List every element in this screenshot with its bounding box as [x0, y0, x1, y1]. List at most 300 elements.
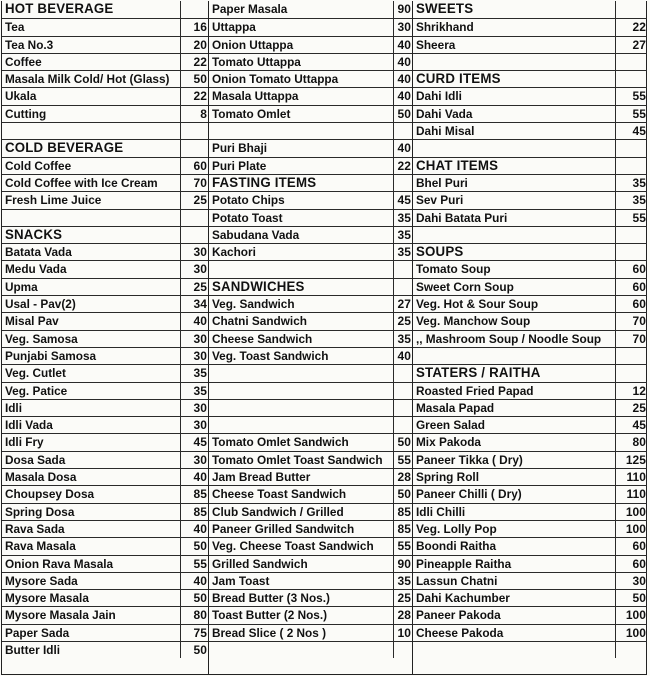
item-name: Shrikhand: [415, 20, 474, 35]
item-price: 40: [180, 469, 211, 485]
menu-item: [2, 503, 208, 520]
item-name: Paneer Pakoda: [415, 608, 501, 623]
menu-item: [413, 572, 647, 589]
item-name: Paneer Grilled Sandwitch: [211, 521, 355, 536]
item-price: [180, 227, 211, 243]
item-name: Masala Papad: [415, 400, 495, 415]
item-name: Idli Chilli: [415, 504, 466, 519]
menu-item: [2, 70, 208, 87]
item-price: 10: [393, 625, 415, 641]
menu-item: [413, 606, 647, 623]
item-name: Potato Chips: [211, 193, 285, 208]
item-name: Bread Slice ( 2 Nos ): [211, 625, 327, 640]
menu-item: [209, 347, 412, 364]
item-price: 35: [393, 244, 415, 260]
item-price: 22: [393, 158, 415, 174]
item-price: 35: [393, 331, 415, 347]
item-price: [615, 642, 650, 658]
item-price: 20: [180, 37, 211, 53]
menu-item: [209, 1, 412, 18]
item-price: 25: [393, 313, 415, 329]
item-name: Paneer Tikka ( Dry): [415, 452, 523, 467]
item-price: 100: [615, 504, 650, 520]
menu-item: [209, 589, 412, 606]
item-price: 12: [615, 383, 650, 399]
item-price: 55: [180, 556, 211, 572]
menu-item: [2, 485, 208, 502]
item-price: 22: [615, 19, 650, 35]
blank-row: [413, 139, 647, 156]
item-name: Dahi Vada: [415, 106, 473, 121]
section-title: SWEETS: [415, 1, 474, 16]
item-price: 45: [615, 123, 650, 139]
menu-item: [209, 105, 412, 122]
item-name: Tea No.3: [4, 37, 54, 52]
item-name: [209, 400, 393, 416]
item-price: 50: [180, 538, 211, 554]
item-price: 45: [180, 434, 211, 450]
menu-item: [2, 295, 208, 312]
menu-column-2: [208, 1, 412, 675]
item-name: Puri Plate: [211, 158, 267, 173]
item-name: Lassun Chatni: [415, 573, 498, 588]
menu-item: [413, 624, 647, 641]
menu-item: [413, 36, 647, 53]
item-price: 80: [615, 434, 650, 450]
menu-item: [2, 157, 208, 174]
item-name: Veg. Patice: [4, 383, 68, 398]
section-header: [209, 278, 412, 295]
item-price: [615, 348, 650, 364]
item-name: Batata Vada: [4, 245, 72, 260]
item-price: 110: [615, 486, 650, 502]
item-name: Masala Milk Cold/ Hot (Glass): [4, 72, 170, 87]
item-price: 22: [180, 88, 211, 104]
item-price: 34: [180, 296, 211, 312]
item-name: Dosa Sada: [4, 452, 66, 467]
menu-item: [2, 312, 208, 329]
item-price: 50: [615, 590, 650, 606]
item-price: 35: [615, 192, 650, 208]
menu-item: [413, 485, 647, 502]
item-name: Kachori: [211, 245, 256, 260]
item-price: 35: [393, 573, 415, 589]
item-name: Mysore Sada: [4, 573, 78, 588]
menu-item: [2, 624, 208, 641]
item-name: Spring Roll: [415, 470, 479, 485]
item-price: 30: [180, 452, 211, 468]
blank-row: [413, 347, 647, 364]
item-name: Sheera: [415, 37, 456, 52]
menu-item: [413, 555, 647, 572]
item-name: Green Salad: [415, 418, 485, 433]
section-header: [2, 226, 208, 243]
menu-item: [209, 330, 412, 347]
menu-item: [209, 18, 412, 35]
item-price: 55: [393, 538, 415, 554]
item-price: 90: [393, 1, 415, 18]
menu-item: [2, 347, 208, 364]
item-name: Sev Puri: [415, 193, 464, 208]
menu-item: [413, 503, 647, 520]
menu-item: [209, 451, 412, 468]
menu-item: [209, 226, 412, 243]
item-name: Dahi Kachumber: [415, 591, 510, 606]
item-price: 40: [180, 573, 211, 589]
item-name: Cheese Toast Sandwich: [211, 487, 347, 502]
menu-item: [413, 18, 647, 35]
item-price: 60: [615, 556, 650, 572]
menu-item: [209, 87, 412, 104]
section-header: [2, 1, 208, 18]
item-name: Roasted Fried Papad: [415, 383, 534, 398]
menu-item: [413, 451, 647, 468]
item-price: 85: [393, 521, 415, 537]
item-name: Jam Toast: [211, 573, 270, 588]
item-name: Onion Rava Masala: [4, 556, 114, 571]
item-price: 40: [180, 313, 211, 329]
menu-item: [209, 572, 412, 589]
menu-item: [2, 572, 208, 589]
item-price: 28: [393, 469, 415, 485]
menu-item: [413, 433, 647, 450]
item-price: 70: [615, 313, 650, 329]
item-price: 35: [393, 227, 415, 243]
menu-item: [209, 503, 412, 520]
item-name: Masala Dosa: [4, 470, 77, 485]
item-name: [209, 365, 393, 381]
item-name: Fresh Lime Juice: [4, 193, 102, 208]
item-name: Puri Bhaji: [211, 141, 268, 156]
item-price: 40: [180, 521, 211, 537]
menu-item: [413, 416, 647, 433]
item-name: Butter Idli: [4, 642, 60, 657]
item-price: 40: [393, 88, 415, 104]
menu-item: [209, 468, 412, 485]
menu-item: [2, 520, 208, 537]
item-price: 85: [180, 504, 211, 520]
item-price: 25: [180, 279, 211, 295]
item-name: Pineapple Raitha: [415, 556, 512, 571]
item-price: 100: [615, 521, 650, 537]
item-price: 40: [393, 348, 415, 364]
menu-item: [209, 433, 412, 450]
menu-item: [2, 18, 208, 35]
item-price: 8: [180, 106, 211, 122]
menu-column-3: [412, 1, 647, 675]
item-price: 100: [615, 625, 650, 641]
item-price: 75: [180, 625, 211, 641]
item-name: [413, 227, 615, 243]
item-price: 70: [615, 331, 650, 347]
section-title: SNACKS: [4, 226, 63, 242]
menu-item: [2, 53, 208, 70]
item-price: [615, 71, 650, 87]
item-price: 100: [615, 607, 650, 623]
item-price: 50: [180, 71, 211, 87]
item-name: [209, 261, 393, 277]
menu-item: [413, 87, 647, 104]
item-name: Usal - Pav(2): [4, 297, 76, 312]
item-price: 60: [615, 279, 650, 295]
menu-item: [2, 278, 208, 295]
item-price: 30: [180, 261, 211, 277]
item-name: Tomato Soup: [415, 262, 491, 277]
menu-item: [413, 209, 647, 226]
blank-row: [2, 209, 208, 226]
item-name: Boondi Raitha: [415, 539, 497, 554]
menu-item: [2, 606, 208, 623]
item-name: Cheese Sandwich: [211, 331, 313, 346]
menu-item: [413, 589, 647, 606]
menu-item: [209, 606, 412, 623]
item-name: Mysore Masala Jain: [4, 608, 116, 623]
item-price: 25: [393, 590, 415, 606]
section-header: [2, 139, 208, 156]
item-price: 30: [180, 417, 211, 433]
section-title: SOUPS: [415, 244, 464, 260]
item-price: 35: [393, 210, 415, 226]
item-price: 60: [180, 158, 211, 174]
item-price: 50: [180, 642, 211, 658]
item-name: Masala Uttappa: [211, 89, 299, 104]
item-name: Cold Coffee with Ice Cream: [4, 175, 158, 190]
item-price: 60: [615, 538, 650, 554]
item-name: Tomato Omlet Sandwich: [211, 435, 349, 450]
item-name: Veg. Cutlet: [4, 366, 66, 381]
section-title: CURD ITEMS: [415, 71, 501, 87]
menu-item: [2, 399, 208, 416]
item-name: Misal Pav: [4, 314, 59, 329]
section-header: [413, 1, 647, 18]
item-name: Veg. Cheese Toast Sandwich: [211, 539, 374, 554]
item-price: 40: [393, 54, 415, 70]
item-price: 27: [393, 296, 415, 312]
item-price: [615, 365, 650, 381]
item-price: [615, 1, 650, 18]
item-price: 80: [180, 607, 211, 623]
section-title: FASTING ITEMS: [211, 174, 317, 190]
item-price: 50: [393, 486, 415, 502]
item-price: 27: [615, 37, 650, 53]
item-name: [209, 642, 393, 658]
item-name: [413, 348, 615, 364]
item-name: Jam Bread Butter: [211, 470, 311, 485]
item-price: 40: [393, 140, 415, 156]
menu-item: [209, 70, 412, 87]
item-name: Veg. Samosa: [4, 331, 78, 346]
item-name: [2, 123, 180, 139]
menu-item: [413, 191, 647, 208]
menu-item: [413, 174, 647, 191]
menu-item: [209, 520, 412, 537]
item-name: ,, Mashroom Soup / Noodle Soup: [415, 331, 602, 346]
menu-item: [2, 87, 208, 104]
item-price: 125: [615, 452, 650, 468]
item-name: Cutting: [4, 106, 47, 121]
item-name: Veg. Lolly Pop: [415, 521, 497, 536]
item-name: Chatni Sandwich: [211, 314, 307, 329]
item-price: 60: [615, 261, 650, 277]
item-name: Idli Vada: [4, 418, 53, 433]
menu-item: [209, 243, 412, 260]
item-price: 35: [615, 175, 650, 191]
item-price: 50: [393, 434, 415, 450]
item-price: [615, 158, 650, 174]
item-name: Dahi Batata Puri: [415, 210, 508, 225]
item-name: Rava Sada: [4, 521, 65, 536]
item-name: Veg. Sandwich: [211, 297, 295, 312]
item-name: Uttappa: [211, 20, 256, 35]
blank-row: [413, 641, 647, 658]
item-name: [413, 140, 615, 156]
item-price: 30: [180, 348, 211, 364]
section-title: SANDWICHES: [211, 278, 305, 294]
menu-item: [2, 260, 208, 277]
item-price: 30: [180, 400, 211, 416]
item-name: Dahi Misal: [415, 124, 475, 139]
item-price: 85: [180, 486, 211, 502]
item-name: [209, 383, 393, 399]
item-name: Toast Butter (2 Nos.): [211, 608, 328, 623]
item-price: 40: [393, 37, 415, 53]
item-name: Bread Butter (3 Nos.): [211, 591, 330, 606]
menu-item: [413, 537, 647, 554]
section-header: [209, 174, 412, 191]
item-price: [615, 140, 650, 156]
section-header: [413, 364, 647, 381]
item-name: Medu Vada: [4, 262, 67, 277]
blank-row: [209, 399, 412, 416]
menu-item: [413, 105, 647, 122]
item-name: Tomato Uttappa: [211, 54, 301, 69]
item-name: Onion Tomato Uttappa: [211, 72, 339, 87]
menu-grid: [1, 1, 647, 675]
menu-item: [413, 122, 647, 139]
item-price: [180, 123, 211, 139]
section-title: COLD BEVERAGE: [4, 140, 124, 156]
item-price: [180, 140, 211, 156]
menu-item: [413, 260, 647, 277]
item-name: Veg. Manchow Soup: [415, 314, 531, 329]
item-price: 35: [180, 365, 211, 381]
item-name: Dahi Idli: [415, 89, 462, 104]
menu-item: [2, 330, 208, 347]
item-name: Onion Uttappa: [211, 37, 294, 52]
menu-item: [2, 364, 208, 381]
menu-item: [209, 209, 412, 226]
blank-row: [209, 364, 412, 381]
item-name: Idli Fry: [4, 435, 44, 450]
item-price: 50: [180, 590, 211, 606]
item-name: Veg. Hot & Sour Soup: [415, 297, 539, 312]
menu-item: [209, 624, 412, 641]
menu-item: [209, 191, 412, 208]
menu-item: [413, 278, 647, 295]
item-name: Sabudana Vada: [211, 227, 300, 242]
item-price: 25: [180, 192, 211, 208]
item-name: [413, 642, 615, 658]
item-name: Upma: [4, 279, 38, 294]
item-price: 55: [615, 88, 650, 104]
item-name: Paper Masala: [211, 2, 288, 16]
menu-item: [2, 589, 208, 606]
menu-item: [2, 641, 208, 658]
item-name: Rava Masala: [4, 539, 76, 554]
item-name: Ukala: [4, 89, 37, 104]
menu-item: [2, 382, 208, 399]
item-price: 40: [393, 71, 415, 87]
item-name: Club Sandwich / Grilled: [211, 504, 344, 519]
item-price: [615, 227, 650, 243]
item-name: Cheese Pakoda: [415, 625, 504, 640]
menu-item: [2, 243, 208, 260]
item-price: 90: [393, 556, 415, 572]
item-name: Tomato Omlet: [211, 106, 291, 121]
item-price: 16: [180, 19, 211, 35]
blank-row: [413, 53, 647, 70]
item-name: Mix Pakoda: [415, 435, 481, 450]
item-price: 45: [615, 417, 650, 433]
blank-row: [413, 226, 647, 243]
section-title: CHAT ITEMS: [415, 157, 499, 173]
item-price: 50: [393, 106, 415, 122]
menu-item: [209, 312, 412, 329]
section-title: STATERS / RAITHA: [415, 365, 541, 381]
section-header: [413, 70, 647, 87]
menu-item: [413, 330, 647, 347]
item-price: [615, 244, 650, 260]
item-price: 85: [393, 504, 415, 520]
item-price: 45: [393, 192, 415, 208]
item-price: 55: [393, 452, 415, 468]
item-name: [209, 123, 393, 139]
blank-row: [2, 122, 208, 139]
menu-item: [209, 295, 412, 312]
item-name: Paper Sada: [4, 625, 70, 640]
menu-item: [209, 537, 412, 554]
menu-item: [2, 174, 208, 191]
item-price: 22: [180, 54, 211, 70]
item-name: Grilled Sandwich: [211, 556, 308, 571]
menu-item: [413, 468, 647, 485]
menu-item: [413, 295, 647, 312]
item-price: 25: [615, 400, 650, 416]
item-name: Tea: [4, 20, 25, 35]
menu-item: [209, 139, 412, 156]
menu-item: [413, 520, 647, 537]
item-name: Cold Coffee: [4, 158, 72, 173]
item-price: 35: [180, 383, 211, 399]
blank-row: [209, 382, 412, 399]
item-name: Punjabi Samosa: [4, 348, 97, 363]
item-name: Potato Toast: [211, 210, 283, 225]
item-name: Tomato Omlet Toast Sandwich: [211, 452, 383, 467]
blank-row: [209, 416, 412, 433]
item-name: Idli: [4, 400, 22, 415]
blank-row: [209, 260, 412, 277]
blank-row: [209, 641, 412, 658]
section-header: [413, 157, 647, 174]
menu-item: [209, 36, 412, 53]
item-name: Choupsey Dosa: [4, 487, 95, 502]
item-name: Paneer Chilli ( Dry): [415, 487, 522, 502]
menu-column-1: [1, 1, 208, 675]
item-price: 30: [180, 331, 211, 347]
menu-item: [2, 433, 208, 450]
item-price: 55: [615, 210, 650, 226]
item-name: Coffee: [4, 54, 42, 69]
